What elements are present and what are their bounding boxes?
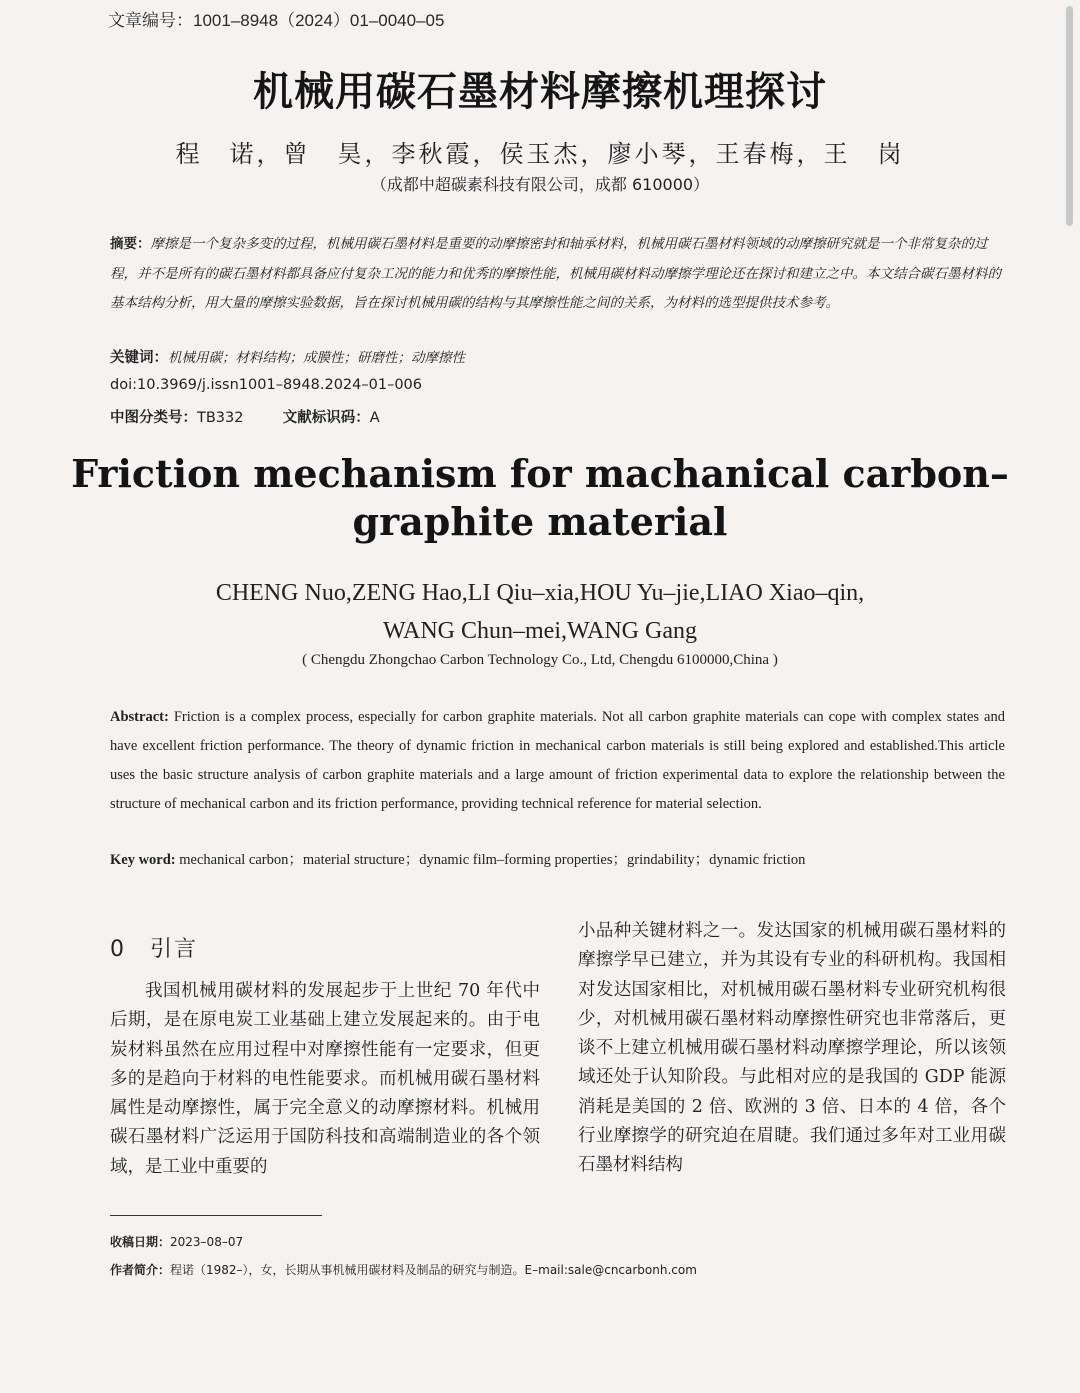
english-authors-line-1: CHENG Nuo,ZENG Hao,LI Qiu–xia,HOU Yu–jie,LIAO Xiao–qin, xyxy=(215,580,865,606)
doi: doi:10.3969/j.issn1001–8948.2024–01–006 xyxy=(110,377,422,393)
classification-label: 中图分类号： xyxy=(110,410,197,426)
chinese-abstract-text: 摩擦是一个复杂多变的过程，机械用碳石墨材料是重要的动摩擦密封和轴承材料，机械用碳石墨材料领域的动摩擦研究就是一个非常复杂的过程，并不是所有的碳石墨材料都具备应付复杂工况的能力和优秀的摩擦性能，机械用碳材料动摩擦学理论还在探讨和建立之中。本文结合碳石墨材料的基本结构分析，用大量的摩擦实验数据，旨在探讨机械用碳的结构与其摩擦性能之间的关系，为材料的选型提供技术参考。 xyxy=(110,236,1001,311)
section-heading-introduction: 0 引言 xyxy=(110,937,198,962)
english-title-line-2: graphite material xyxy=(352,499,728,544)
footnote-received-date xyxy=(110,1233,243,1250)
author-bio-value: 程诺（1982–），女，长期从事机械用碳材料及制品的研究与制造。E–mail:sale@cncarbonh.com xyxy=(170,1263,697,1277)
chinese-abstract-label: 摘要： xyxy=(110,236,151,252)
english-keywords-text: mechanical carbon；material structure；dynamic film–forming properties；grindability；dynamic friction xyxy=(179,852,806,868)
english-keywords xyxy=(110,848,1005,869)
document-code-label: 文献标识码： xyxy=(282,410,370,426)
author-bio-label: 作者简介： xyxy=(110,1263,171,1277)
received-date-label: 收稿日期： xyxy=(110,1235,171,1249)
chinese-authors: 程 诺，曾 昊，李秋霞，侯玉杰，廖小琴，王春梅，王 岗 xyxy=(175,140,905,168)
english-abstract xyxy=(110,703,1005,819)
english-title-line-1: Friction mechanism for machanical carbon– xyxy=(71,451,1009,496)
classification-line xyxy=(110,406,380,427)
footnote-author-bio xyxy=(110,1261,697,1278)
chinese-keywords-text: 机械用碳；材料结构；成膜性；研磨性；动摩擦性 xyxy=(168,350,465,366)
english-keywords-label: Key word: xyxy=(110,852,176,868)
body-right-column: 小品种关键材料之一。发达国家的机械用碳石墨材料的摩擦学早已建立，并为其设有专业的科研机构。我国相对发达国家相比，对机械用碳石墨材料专业研究机构很少，对机械用碳石墨材料动摩擦性研究也非常落后，更谈不上建立机械用碳石墨材料动摩擦学理论，所以该领域还处于认知阶段。与此相对应的是我国的 GDP 能源消耗是美国的 2 倍、欧洲的 3 倍、日本的 4 倍，各个行业摩擦学的研究迫在眉睫。我们通过多年对工业用碳石墨材料结构 xyxy=(578,921,1006,1176)
chinese-abstract xyxy=(110,230,1005,319)
chinese-title: 机械用碳石墨材料摩擦机理探讨 xyxy=(253,69,827,115)
english-affiliation: ( Chengdu Zhongchao Carbon Technology Co., Ltd, Chengdu 6100000,China ) xyxy=(302,652,778,668)
english-authors xyxy=(0,574,1080,650)
english-abstract-text: Friction is a complex process, especially for carbon graphite materials. Not all carbon graphite materials can cope with complex states and have excellent friction performance. The theory of dynamic friction in mechanical carbon materials is still being explored and established.This article uses the basic structure analysis of carbon graphite materials and a large amount of friction experimental data to explore the relationship between the structure of mechanical carbon and its friction performance, providing technical reference for material selection. xyxy=(110,709,1005,812)
english-authors-line-2: WANG Chun–mei,WANG Gang xyxy=(383,618,697,644)
body-left-column: 我国机械用碳材料的发展起步于上世纪 70 年代中后期，是在原电炭工业基础上建立发展起来的。由于电炭材料虽然在应用过程中对摩擦性能有一定要求，但更多的是趋向于材料的电性能要求。而机械用碳石墨材料属性是动摩擦性，属于完全意义的动摩擦材料。机械用碳石墨材料广泛运用于国防科技和高端制造业的各个领域，是工业中重要的 xyxy=(110,981,540,1177)
chinese-affiliation: （成都中超碳素科技有限公司，成都 610000） xyxy=(370,175,710,194)
footnote-divider xyxy=(110,1215,322,1216)
article-number: 文章编号：1001–8948（2024）01–0040–05 xyxy=(108,11,445,30)
chinese-keywords xyxy=(110,346,465,367)
scrollbar-thumb[interactable] xyxy=(1066,6,1073,226)
received-date-value: 2023–08–07 xyxy=(170,1235,244,1249)
document-code-value: A xyxy=(369,410,380,426)
english-title xyxy=(0,450,1080,546)
classification-value: TB332 xyxy=(197,410,244,426)
english-abstract-label: Abstract: xyxy=(110,709,169,725)
chinese-keywords-label: 关键词： xyxy=(110,350,168,366)
